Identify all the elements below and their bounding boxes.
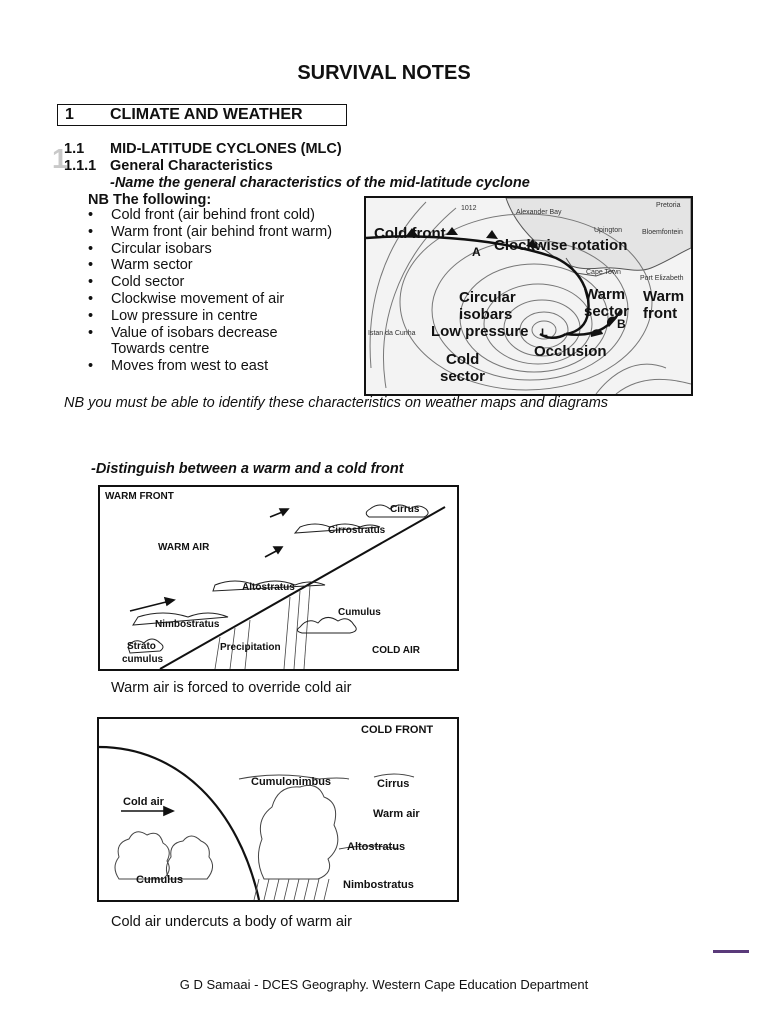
cf-warm-air: Warm air xyxy=(373,808,420,820)
cold-front-diagram xyxy=(99,719,457,900)
cyclone-map-figure xyxy=(364,196,693,396)
label-warm-sector-1: Warm xyxy=(584,286,626,303)
label-warm-front-2: front xyxy=(643,305,678,322)
isobar-label: 1012 xyxy=(461,205,477,212)
label-point-a: A xyxy=(472,245,481,259)
list-item: • Moves from west to east xyxy=(88,358,269,375)
list-item: • Cold sector xyxy=(88,274,185,291)
wf-cirrostratus: Cirrostratus xyxy=(328,525,386,536)
nb-heading: NB The following: xyxy=(88,192,212,208)
label-isobars: isobars xyxy=(459,306,513,323)
wf-title: WARM FRONT xyxy=(105,491,174,502)
label-low-l: L xyxy=(541,327,548,339)
nb-note: NB you must be able to identify these characteristics on weather maps and diagrams xyxy=(64,395,609,411)
list-item: • Clockwise movement of air xyxy=(88,290,285,307)
place-alexander-bay: Alexander Bay xyxy=(516,209,562,216)
footer: G D Samaai - DCES Geography. Western Cape Education Department xyxy=(179,977,589,992)
label-cold-sector-2: sector xyxy=(440,368,486,385)
list-item: • Circular isobars xyxy=(88,240,212,257)
wf-strato-1: Strato xyxy=(127,641,156,652)
cf-altostratus: Altostratus xyxy=(347,841,406,853)
subsection-number: 1.1 xyxy=(64,141,85,157)
cf-cirrus: Cirrus xyxy=(377,778,410,790)
place-cape-town: Cape Town xyxy=(586,269,621,276)
cf-nimbostratus: Nimbostratus xyxy=(343,879,414,891)
label-warm-sector-2: sector xyxy=(584,303,630,320)
list-item: • Value of isobars decrease xyxy=(88,324,278,341)
list-item: • Cold front (air behind front cold) xyxy=(88,207,315,223)
characteristics-list xyxy=(88,207,332,375)
label-cold-sector-1: Cold xyxy=(446,351,480,368)
cyclone-map xyxy=(366,198,691,394)
wf-nimbostratus: Nimbostratus xyxy=(155,619,220,630)
cf-cumulonimbus: Cumulonimbus xyxy=(251,776,332,788)
section-number: 1 xyxy=(65,106,74,123)
place-tristan: Istan da Cunha xyxy=(368,330,416,337)
caption-warm-front: Warm air is forced to override cold air xyxy=(111,680,352,696)
place-bloemfontein: Bloemfontein xyxy=(642,229,683,236)
list-item: • Warm front (air behind front warm) xyxy=(88,223,333,240)
label-point-b: B xyxy=(617,317,626,331)
place-upington: Upington xyxy=(594,227,623,234)
cf-title: COLD FRONT xyxy=(361,724,434,736)
wf-altostratus: Altostratus xyxy=(242,582,295,593)
label-low-pressure: Low pressure xyxy=(431,323,529,340)
wf-cold-air: COLD AIR xyxy=(372,645,420,656)
list-item: • Warm sector xyxy=(88,257,193,274)
wf-precipitation: Precipitation xyxy=(220,642,281,653)
list-item-continuation: Towards centre xyxy=(111,341,210,358)
wf-cumulus: Cumulus xyxy=(338,607,381,618)
prompt-distinguish: -Distinguish between a warm and a cold front xyxy=(91,461,404,477)
cf-cumulus: Cumulus xyxy=(136,874,184,886)
label-warm-front-1: Warm xyxy=(643,288,685,305)
warm-front-figure xyxy=(98,485,459,671)
label-clockwise-rotation: Clockwise rotation xyxy=(494,237,628,254)
warm-front-diagram xyxy=(100,487,457,669)
section-label: CLIMATE AND WEATHER xyxy=(110,106,303,123)
subsubsection-label: General Characteristics xyxy=(110,158,273,174)
cf-cold-air: Cold air xyxy=(123,796,164,808)
section-heading-box xyxy=(57,104,347,126)
place-port-elizabeth: Port Elizabeth xyxy=(640,275,684,282)
subsubsection-number: 1.1.1 xyxy=(64,158,97,174)
wf-cirrus: Cirrus xyxy=(390,504,420,515)
caption-cold-front: Cold air undercuts a body of warm air xyxy=(111,914,352,930)
wf-warm-air: WARM AIR xyxy=(158,542,210,553)
wf-strato-2: cumulus xyxy=(122,654,164,665)
subsection-label: MID-LATITUDE CYCLONES (MLC) xyxy=(110,141,342,157)
label-circular: Circular xyxy=(459,289,516,306)
cold-front-figure xyxy=(97,717,459,902)
page-title: SURVIVAL NOTES xyxy=(297,62,471,84)
list-item: • Low pressure in centre xyxy=(88,307,258,324)
prompt-characteristics: -Name the general characteristics of the mid-latitude cyclone xyxy=(110,175,530,191)
label-occlusion: Occlusion xyxy=(534,343,607,360)
label-cold-front: Cold front xyxy=(374,225,446,242)
page-mark xyxy=(713,950,749,953)
margin-marker: 1 xyxy=(52,143,68,174)
place-pretoria: Pretoria xyxy=(656,202,681,209)
